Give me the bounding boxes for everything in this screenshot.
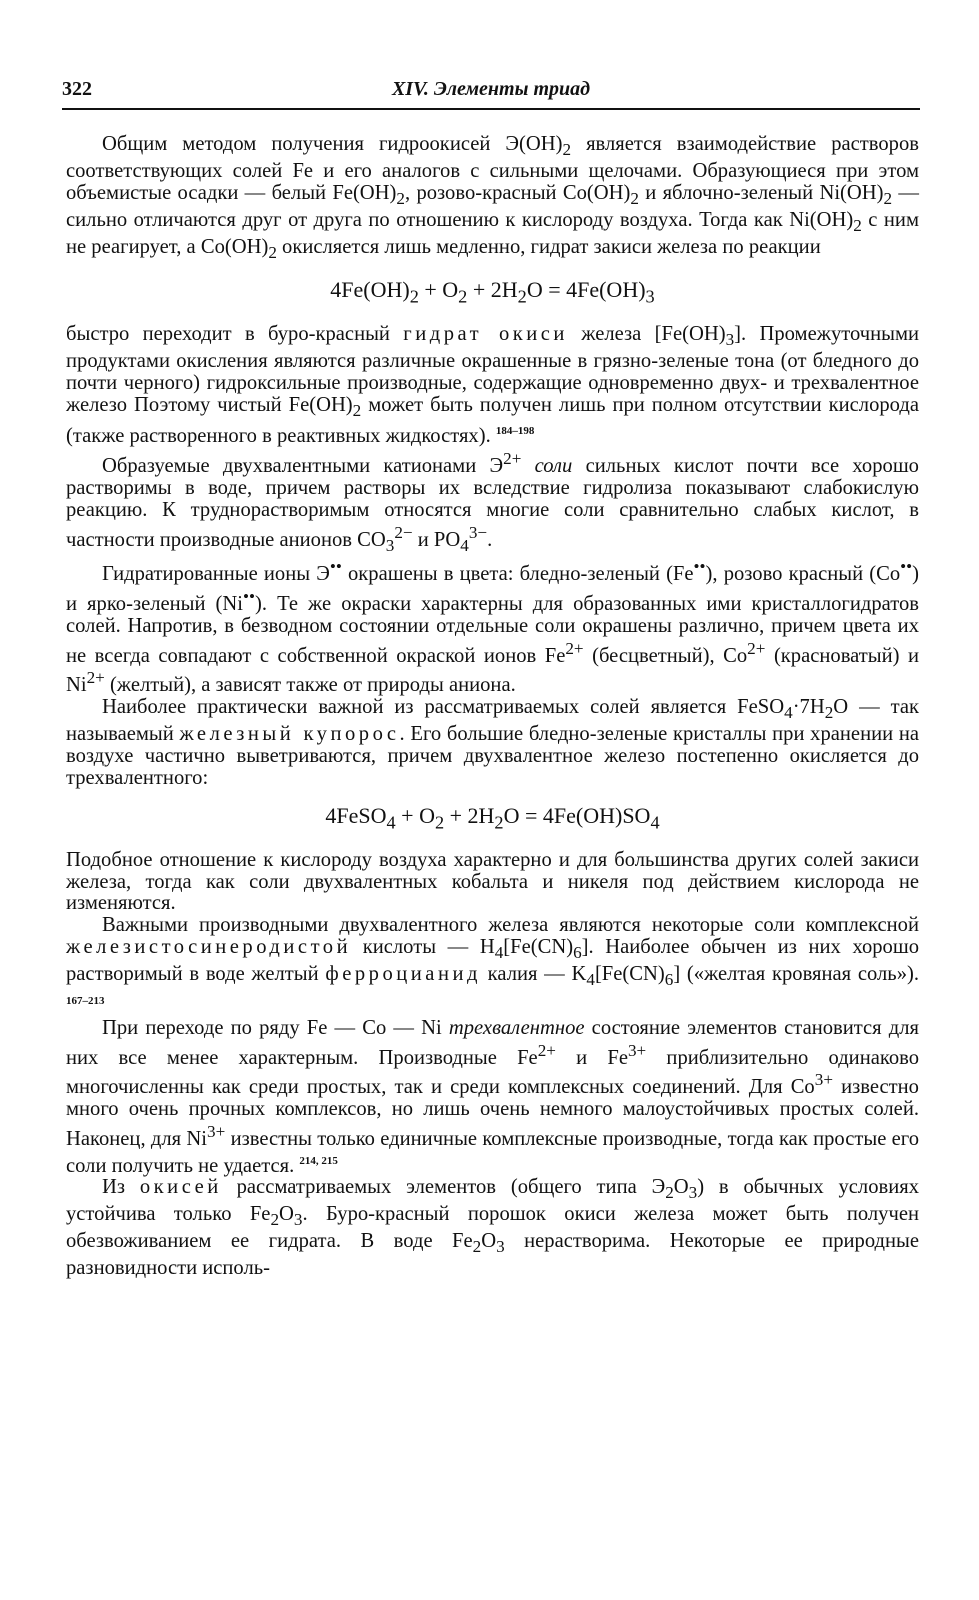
- paragraph: Подобное отношение к кислороду воздуха характерно и для большинства других солей закиси железа, тогда как соли двухвалентных кобальта и никеля под действием кислорода не изменяются.: [66, 848, 919, 915]
- paragraph: Наиболее практически важной из рассматриваемых солей является $FeSO_4\cdot 7H_2O$ — так называемый железный купорос. Его большие бледно-зеленые кристаллы при хранении на воздухе частично выветриваются, причем двухвалентное железо постепенно окисляется до трехвалентного:: [66, 696, 919, 789]
- paragraph: Образуемые двухвалентными катионами $Э^{2+}$ соли сильных кислот почти все хорошо растворимы в воде, причем растворы их вследствие гидролиза показывают слабокислую реакцию. К труднорастворимым относятся многие соли сравнительно слабых кислот, в частности производные анионов $CO_3^{2-}$ и $PO_4^{3-}$.: [66, 449, 919, 555]
- paragraph: Гидратированные ионы Э•• окрашены в цвета: бледно-зеленый (Fe••), розово красный (Co••) и ярко-зеленый (Ni••). Те же окраски характерны для образованных ими кристаллогидратов солей. Напротив, в безводном состоянии отдельные соли окрашены различно, причем цвета их не всегда совпадают с собственной окраской ионов $Fe^{2+}$ (бесцветный), $Co^{2+}$ (красноватый) и $Ni^{2+}$ (желтый), а зависят также от природы аниона.: [66, 557, 920, 697]
- paragraph: Общим методом получения гидроокисей $Э(ОН)_2$ является взаимодействие растворов соответствующих солей Fe и его аналогов с сильными щелочами. Образующиеся при этом объемистые осадки — белый $Fe(OH)_2$, розово-красный $Co(OH)_2$ и яблочно-зеленый $Ni(OH)_2$ — сильно отличаются друг от друга по отношению к кислороду воздуха. Тогда как $Ni(OH)_2$ с ним не реагирует, а $Co(OH)_2$ окисляется лишь медленно, гидрат закиси железа по реакции: [66, 133, 919, 262]
- page-body: [66, 134, 919, 1280]
- equation: $4Fe(OH)_2 + O_2 + 2H_2O = 4Fe(OH)_3$: [330, 276, 655, 307]
- equation: 4FeSO$_4$ + $O_2 + 2H_2O = 4Fe(OH)SO_4$: [325, 802, 660, 832]
- paragraph: Важными производными двухвалентного железа являются некоторые соли комплексной железистосинеродистой кислоты — $H_4[Fe(CN)_6]$. Наиболее обычен из них хорошо растворимый в воде желтый ферроцианид калия — $K_4[Fe(CN)_6]$ («желтая кровяная соль»). $^{167-213}$: [66, 914, 920, 1008]
- paragraph: Из окисей рассматриваемых элементов (общего типа $Э_2O_3$) в обычных условиях устойчива только $Fe_2O_3$. Буро-красный порошок окиси железа может быть получен обезвоживанием ее гидрата. В воде $Fe_2O_3$ нерастворима. Некоторые ее природные разновидности исполь-: [66, 1176, 920, 1280]
- running-title: XIV. Элементы триад: [391, 78, 591, 100]
- paragraph: быстро переходит в буро-красный гидрат окиси железа $[Fe(OH)_3]$. Промежуточными продуктами окисления являются различные окрашенные в грязно-зеленые тона (от бледного до почти черного) гидроксильные производные, содержащие одновременно двух- и трехвалентное железо Поэтому чистый $Fe(OH)_2$ может быть получен лишь при полном отсутствии кислорода (также растворенного в реактивных жидкостях). $^{184-198}$: [66, 322, 920, 448]
- page-number: 322: [62, 78, 92, 100]
- paragraph: При переходе по ряду Fe — Co — Ni трехвалентное состояние элементов становится для них все менее характерным. Производные $Fe^{2+}$ и $Fe^{3+}$ приблизительно одинаково многочисленны как среди простых, так и среди комплексных соединений. Для $Co^{3+}$ известно много очень прочных комплексов, но лишь очень немного малоустойчивых простых солей. Наконец, для $Ni^{3+}$ известны только единичные комплексные производные, тогда как простые его соли получить не удается. $^{214, 215}$: [66, 1016, 920, 1177]
- page-header: [62, 78, 920, 110]
